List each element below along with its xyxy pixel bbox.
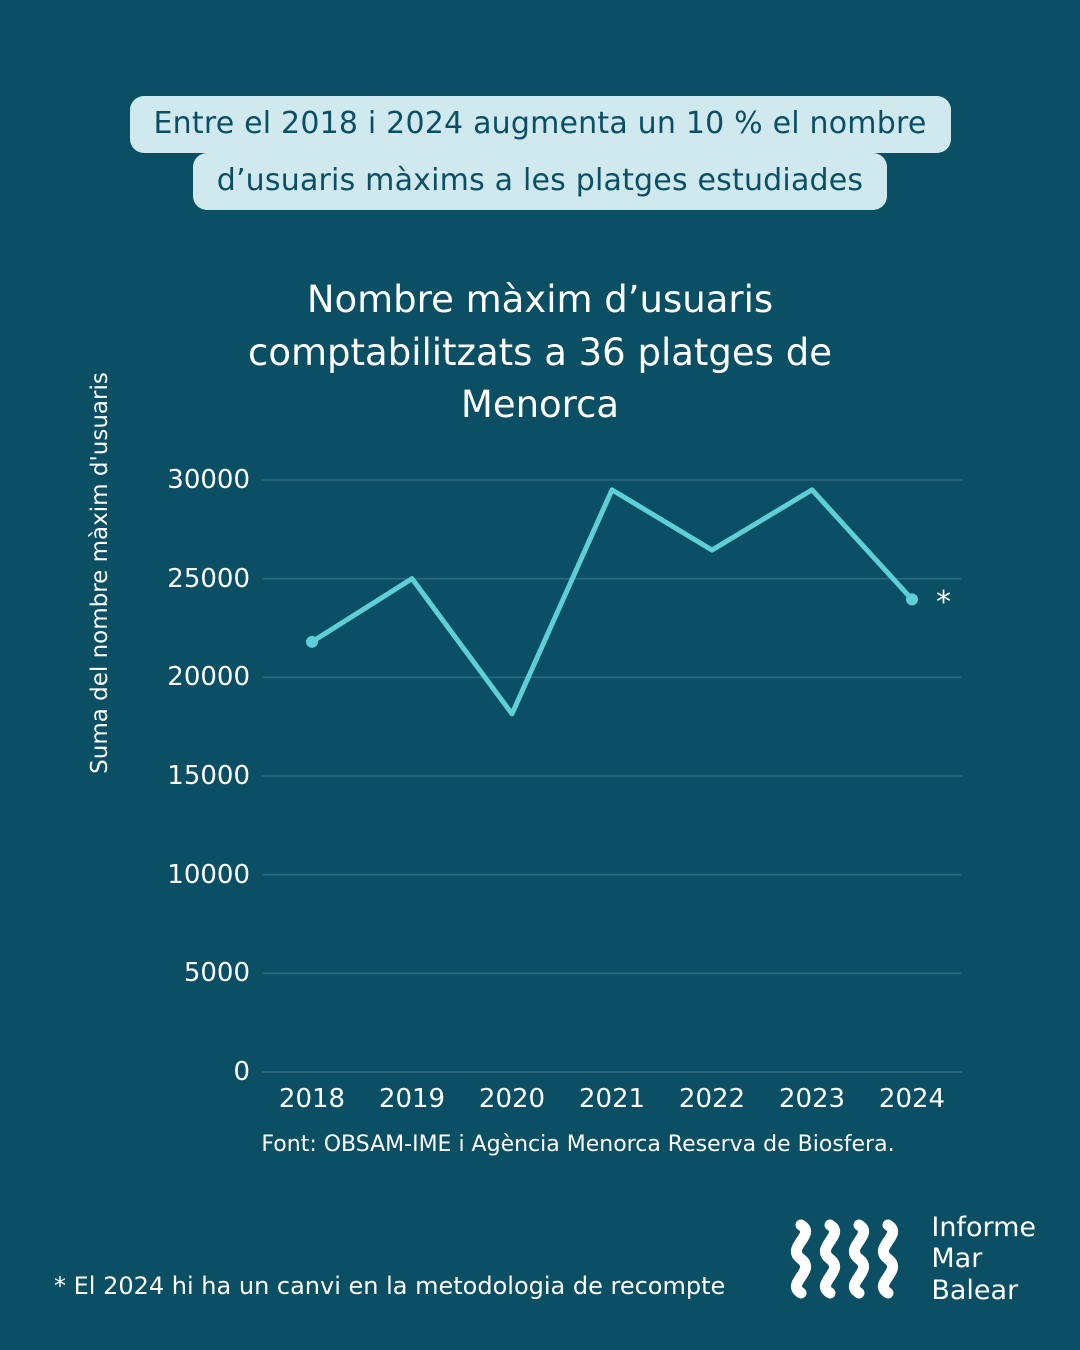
logo-text: [931, 1212, 1036, 1306]
x-tick-label: 2022: [678, 1084, 746, 1114]
x-tick-label: 2019: [378, 1084, 446, 1114]
logo-line-2: Mar: [931, 1243, 983, 1275]
wave-logo-icon: [787, 1213, 917, 1305]
x-tick-label: 2023: [778, 1084, 846, 1114]
footnote: * El 2024 hi ha un canvi en la metodologia de recompte: [54, 1272, 726, 1300]
chart-title-line-3: Menorca: [460, 383, 620, 427]
y-tick-label: 25000: [167, 563, 250, 594]
y-tick-label: 15000: [167, 761, 250, 791]
source-note: [0, 1132, 1080, 1157]
y-tick-label: 20000: [167, 662, 250, 693]
y-tick-label: 10000: [167, 859, 250, 890]
y-tick-label: 0: [233, 1057, 250, 1087]
logo-line-1: Informe: [931, 1212, 1036, 1243]
x-tick-label: 2020: [478, 1084, 546, 1114]
headline-line-2: d’usuaris màxims a les platges estudiades: [193, 153, 888, 210]
y-axis-label: Suma del nombre màxim d'usuaris: [87, 372, 113, 774]
logo-line-3: Balear: [931, 1274, 1019, 1306]
x-tick-label: 2018: [278, 1084, 346, 1114]
y-tick-label: 5000: [183, 958, 250, 989]
source-note-text: Font: OBSAM-IME i Agència Menorca Reserva de Biosfera.: [261, 1132, 895, 1157]
asterisk-marker: *: [936, 585, 951, 620]
x-tick-label: 2024: [878, 1084, 946, 1114]
logo: [787, 1212, 1036, 1306]
headline-line-1: Entre el 2018 i 2024 augmenta un 10 % el nombre: [130, 96, 951, 153]
x-tick-label: 2021: [578, 1084, 646, 1114]
chart-title-line-2: comptabilitzats a 36 platges de: [248, 330, 832, 374]
y-tick-label: 30000: [167, 465, 250, 495]
chart-title-line-1: Nombre màxim d’usuaris: [306, 278, 774, 321]
